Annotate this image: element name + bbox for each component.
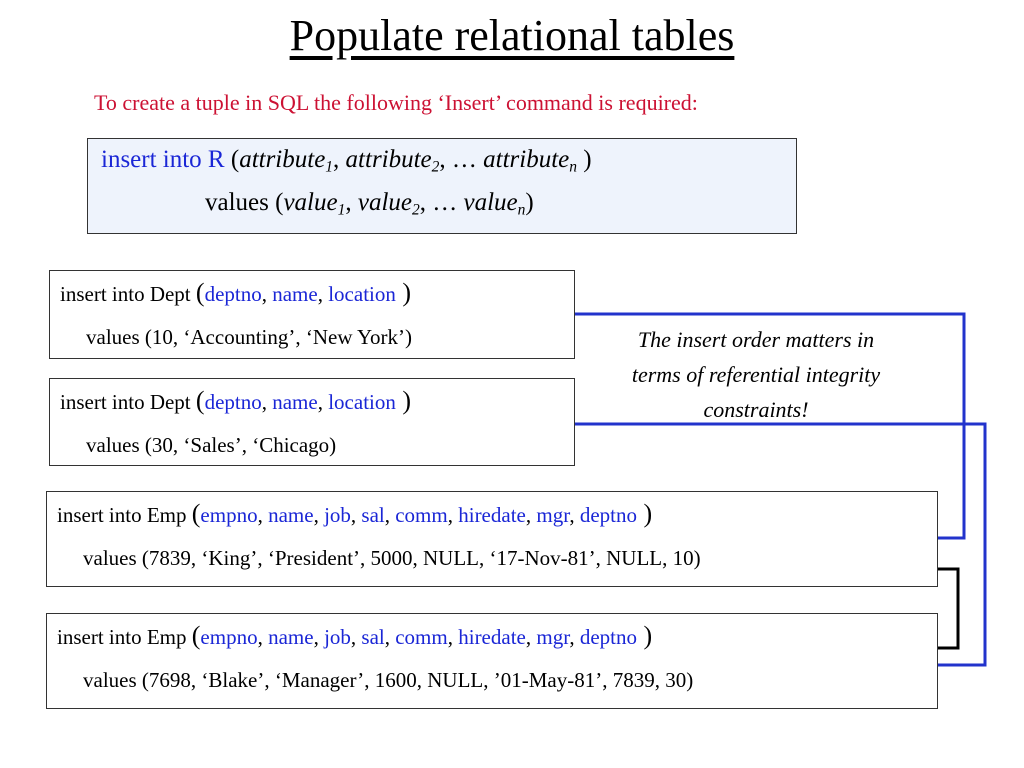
comma: , [350,503,362,527]
open-paren: ( [191,621,201,650]
comma: , [384,503,396,527]
comma: , [317,390,329,414]
column-hiredate: hiredate [458,625,526,649]
comma: , [525,625,537,649]
comma: , [313,503,325,527]
note-line-1: The insert order matters in [637,327,875,352]
insert-prefix: insert into Dept [60,390,196,414]
comma: , [261,390,273,414]
column-comm: comm [395,503,448,527]
open-paren: ( [195,386,205,415]
note-line-3: constraints! [703,397,809,422]
comma: , [257,503,269,527]
column-deptno: deptno [204,390,262,414]
note-line-2: terms of referential integrity [631,362,881,387]
column-hiredate: hiredate [458,503,526,527]
comma: , [384,625,396,649]
column-mgr: mgr [536,625,570,649]
column-mgr: mgr [536,503,570,527]
column-comm: comm [395,625,448,649]
comma: , [257,625,269,649]
values-line: values (7698, ‘Blake’, ‘Manager’, 1600, NULL, ’01-May-81’, 7839, 30) [83,668,694,692]
close-paren: ) [395,278,412,307]
column-location: location [328,390,396,414]
open-paren: ( [195,278,205,307]
syntax-values-keyword: values ( [205,189,284,216]
column-name: name [272,390,318,414]
column-sal: sal [361,625,385,649]
syntax-insert-keyword: insert into R [101,146,225,173]
column-sal: sal [361,503,385,527]
close-paren: ) [637,621,653,650]
slide-title: Populate relational tables [289,11,735,60]
column-deptno: deptno [579,503,638,527]
insert-prefix: insert into Emp [57,625,192,649]
column-job: job [324,625,351,649]
column-name: name [268,503,314,527]
close-paren: ) [637,499,653,528]
connector-dept10-to-king [575,314,964,538]
close-paren: ) [395,386,412,415]
comma: , [261,282,273,306]
comma: , [569,503,580,527]
column-empno: empno [200,625,258,649]
comma: , [569,625,580,649]
open-paren: ( [191,499,201,528]
syntax-line-2: values (value$_1$, value$_2$, … value$_n$) [205,189,534,219]
comma: , [525,503,537,527]
column-deptno: deptno [204,282,262,306]
connector-king-to-blake [938,569,958,648]
column-name: name [272,282,318,306]
column-location: location [328,282,396,306]
values-line: values (10, ‘Accounting’, ‘New York’) [86,325,413,349]
slide-subtitle: To create a tuple in SQL the following ‘Insert’ command is required: [94,90,698,115]
values-line: values (30, ‘Sales’, ‘Chicago) [86,433,337,457]
comma: , [447,503,459,527]
comma: , [313,625,325,649]
column-deptno: deptno [579,625,638,649]
values-line: values (7839, ‘King’, ‘President’, 5000, NULL, ‘17-Nov-81’, NULL, 10) [83,546,701,570]
column-empno: empno [200,503,258,527]
insert-prefix: insert into Emp [57,503,192,527]
column-name: name [268,625,314,649]
syntax-line-1: insert into R (attribute$_1$, attribute$_2$, … attribute$_n$ ) [101,146,592,176]
comma: , [317,282,329,306]
insert-prefix: insert into Dept [60,282,196,306]
connector-dept30-to-blake [575,424,985,665]
comma: , [350,625,362,649]
column-job: job [324,503,351,527]
comma: , [447,625,459,649]
